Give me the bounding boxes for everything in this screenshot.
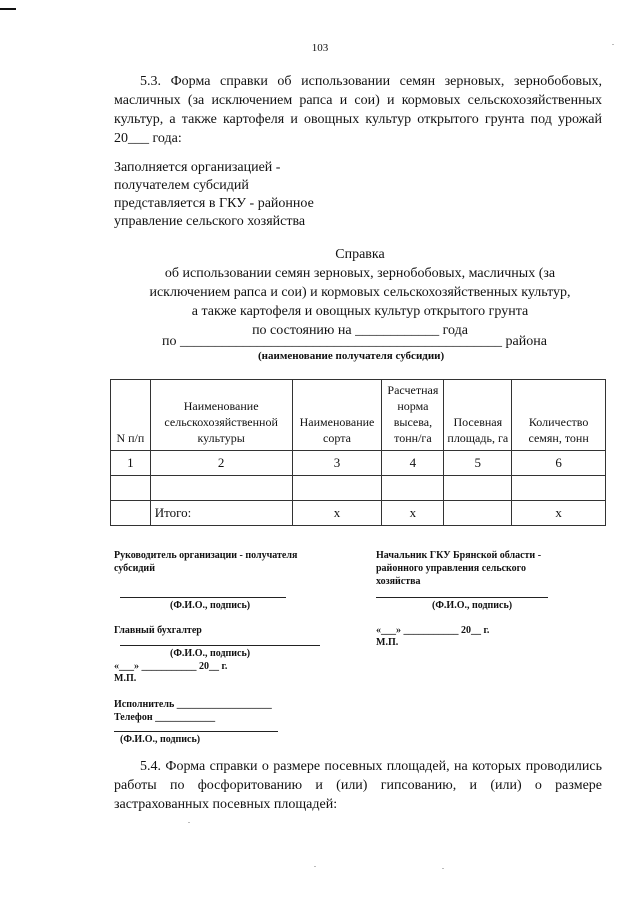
certificate-title <box>100 245 620 340</box>
scan-speck <box>314 866 316 867</box>
scan-speck <box>612 44 614 45</box>
fill-note-line: управление сельского хозяйства <box>114 214 306 229</box>
header-cell: Количество семян, тонн <box>512 380 606 451</box>
signature-line <box>376 597 548 598</box>
title-line: об использовании семян зерновых, зернобобовых, масличных (за <box>164 266 556 281</box>
header-cell: N п/п <box>111 380 151 451</box>
header-cell: Наименование сорта <box>292 380 382 451</box>
scan-speck <box>442 868 444 869</box>
empty-cell <box>512 476 606 501</box>
fill-note-line: Заполняется организацией - <box>114 160 281 175</box>
head-gku-label: Начальник ГКУ Брянской области - районного управления сельского хозяйства <box>376 550 542 587</box>
empty-cell <box>292 476 382 501</box>
section-5-4-paragraph: 5.4. Форма справки о размере посевных площадей, на которых проводились работы по фосфоритованию и (или) гипсованию, и (или) о размере застрахованных посевных площадей: <box>114 759 602 812</box>
column-number: 5 <box>444 451 512 476</box>
date-left: «___» ___________ 20__ г. <box>114 661 228 672</box>
empty-cell <box>111 501 151 526</box>
seed-usage-table <box>110 379 606 526</box>
column-number: 4 <box>382 451 444 476</box>
scan-speck <box>188 822 190 823</box>
empty-cell <box>150 476 292 501</box>
fio-sign-caption: (Ф.И.О., подпись) <box>432 600 513 611</box>
signature-line <box>114 731 278 732</box>
column-number: 2 <box>150 451 292 476</box>
date-right: «___» ___________ 20__ г. <box>376 625 490 636</box>
total-x-cell: х <box>382 501 444 526</box>
fio-sign-caption: (Ф.И.О., подпись) <box>170 648 251 659</box>
header-cell: Расчетная норма высева, тонн/га <box>382 380 444 451</box>
total-x-cell: х <box>292 501 382 526</box>
fill-note-line: получателем субсидий <box>114 178 249 193</box>
title-date-line: по состоянию на ____________ года <box>252 323 468 338</box>
margin-mark <box>0 8 16 10</box>
total-x-cell: х <box>512 501 606 526</box>
phone-label: Телефон ____________ <box>114 712 216 723</box>
total-label: Итого: <box>150 501 292 526</box>
page-number: 103 <box>311 42 329 54</box>
title-line: исключением рапса и сои) и кормовых сельскохозяйственных культур, <box>149 285 571 300</box>
total-row <box>111 501 606 526</box>
fio-sign-caption: (Ф.И.О., подпись) <box>120 734 201 745</box>
table-row <box>111 476 606 501</box>
recipient-caption: (наименование получателя субсидии) <box>258 350 445 362</box>
column-number: 3 <box>292 451 382 476</box>
empty-cell <box>444 501 512 526</box>
column-number: 6 <box>512 451 606 476</box>
empty-cell <box>444 476 512 501</box>
signature-line <box>120 645 320 646</box>
stamp-place-right: М.П. <box>376 637 399 648</box>
column-number: 1 <box>111 451 151 476</box>
title-line: Справка <box>335 247 385 262</box>
accountant-label: Главный бухгалтер <box>114 625 202 636</box>
empty-cell <box>111 476 151 501</box>
stamp-place-left: М.П. <box>114 673 137 684</box>
title-line: а также картофеля и овощных культур открытого грунта <box>191 304 529 319</box>
head-org-label: Руководитель организации - получателя субсидий <box>114 550 298 574</box>
empty-cell <box>382 476 444 501</box>
signature-line <box>120 597 286 598</box>
table-row <box>111 451 606 476</box>
section-5-3-paragraph: 5.3. Форма справки об использовании семян зерновых, зернобобовых, масличных (за исключением рапса и сои) и кормовых сельскохозяйственных культур, а также картофеля и овощных культур открытого грунта под урожай 20___ года: <box>114 74 602 146</box>
table-header-row <box>111 380 606 451</box>
recipient-line: по ______________________________________________ района <box>162 334 547 349</box>
executor-label: Исполнитель ___________________ <box>114 699 272 710</box>
fill-note-line: представляется в ГКУ - районное <box>114 196 314 211</box>
fill-note <box>114 159 314 231</box>
fio-sign-caption: (Ф.И.О., подпись) <box>170 600 251 611</box>
header-cell: Посевная площадь, га <box>444 380 512 451</box>
header-cell: Наименование сельскохозяйственной культуры <box>150 380 292 451</box>
